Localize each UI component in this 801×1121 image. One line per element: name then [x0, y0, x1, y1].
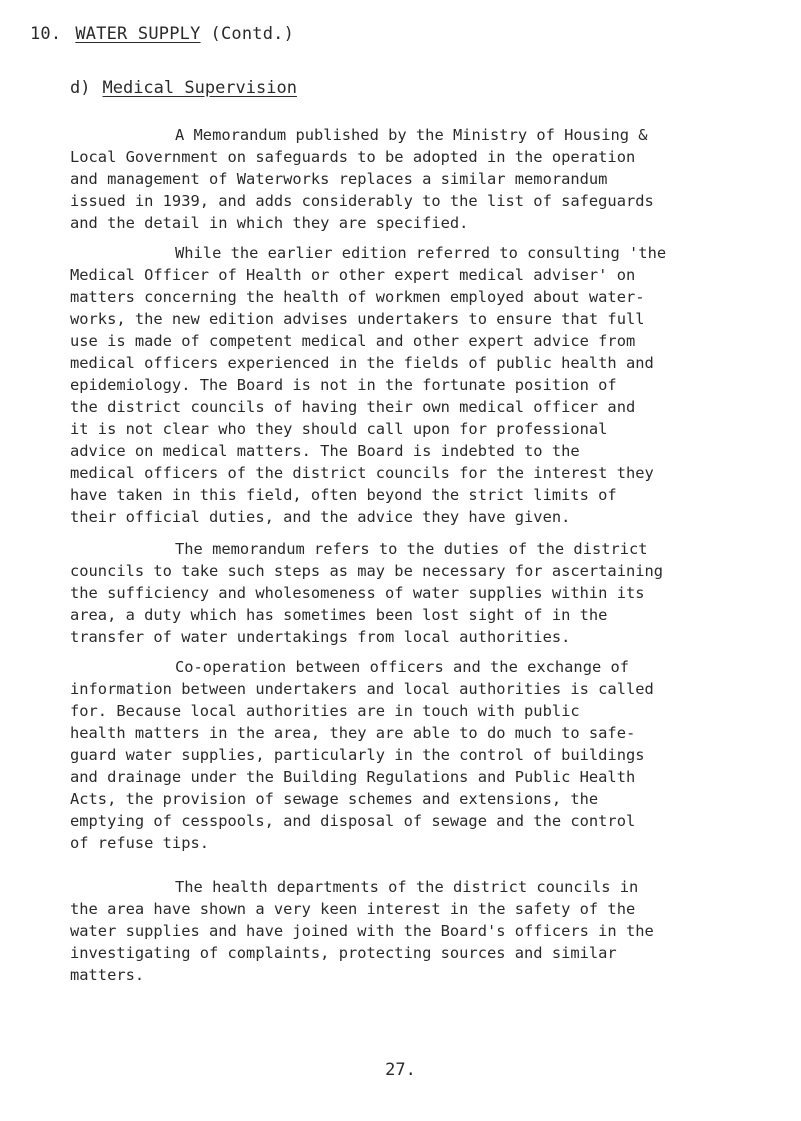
subsection-label: d): [70, 78, 91, 98]
paragraph-line: Co-operation between officers and the exchange of: [175, 658, 630, 676]
paragraph-line: emptying of cesspools, and disposal of sewage and the control: [70, 812, 636, 830]
paragraph-line: works, the new edition advises undertakers to ensure that full: [70, 310, 645, 328]
paragraph-line: guard water supplies, particularly in the control of buildings: [70, 746, 645, 764]
paragraph-line: use is made of competent medical and other expert advice from: [70, 332, 636, 350]
paragraph-2: [70, 242, 740, 528]
section-title: WATER SUPPLY: [75, 24, 201, 44]
paragraph-5: [70, 876, 740, 986]
paragraph-line: medical officers of the district councils for the interest they: [70, 464, 654, 482]
paragraph-line: transfer of water undertakings from local authorities.: [70, 628, 571, 646]
paragraph-line: The health departments of the district councils in: [175, 878, 639, 896]
paragraph-line: Local Government on safeguards to be adopted in the operation: [70, 148, 636, 166]
subsection-heading: [70, 78, 297, 98]
paragraph-line: and the detail in which they are specified.: [70, 214, 469, 232]
paragraph-line: matters concerning the health of workmen employed about water-: [70, 288, 645, 306]
page-number: 27.: [385, 1060, 416, 1080]
paragraph-line: issued in 1939, and adds considerably to the list of safeguards: [70, 192, 654, 210]
paragraph-line: and drainage under the Building Regulations and Public Health: [70, 768, 636, 786]
subsection-title: Medical Supervision: [102, 78, 297, 98]
paragraph-line: for. Because local authorities are in touch with public: [70, 702, 580, 720]
paragraph-4: [70, 656, 740, 854]
paragraph-line: A Memorandum published by the Ministry of Housing &: [175, 126, 648, 144]
paragraph-line: health matters in the area, they are able to do much to safe-: [70, 724, 636, 742]
paragraph-line: epidemiology. The Board is not in the fortunate position of: [70, 376, 617, 394]
paragraph-line: advice on medical matters. The Board is indebted to the: [70, 442, 580, 460]
paragraph-line: information between undertakers and local authorities is called: [70, 680, 654, 698]
paragraph-line: the district councils of having their own medical officer and: [70, 398, 636, 416]
paragraph-line: councils to take such steps as may be necessary for ascertaining: [70, 562, 664, 580]
paragraph-3: [70, 538, 740, 648]
section-number: 10.: [30, 24, 62, 44]
paragraph-line: Medical Officer of Health or other expert medical adviser' on: [70, 266, 636, 284]
paragraph-line: the area have shown a very keen interest in the safety of the: [70, 900, 636, 918]
paragraph-line: have taken in this field, often beyond the strict limits of: [70, 486, 617, 504]
paragraph-line: matters.: [70, 966, 145, 984]
paragraph-line: water supplies and have joined with the Board's officers in the: [70, 922, 654, 940]
paragraph-line: and management of Waterworks replaces a similar memorandum: [70, 170, 608, 188]
paragraph-line: area, a duty which has sometimes been lost sight of in the: [70, 606, 608, 624]
paragraph-line: While the earlier edition referred to consulting 'the: [175, 244, 667, 262]
paragraph-line: investigating of complaints, protecting sources and similar: [70, 944, 617, 962]
paragraph-line: Acts, the provision of sewage schemes and extensions, the: [70, 790, 599, 808]
paragraph-line: their official duties, and the advice they have given.: [70, 508, 571, 526]
section-contd: (Contd.): [210, 24, 295, 44]
section-heading: [30, 24, 294, 44]
paragraph-line: The memorandum refers to the duties of the district: [175, 540, 648, 558]
paragraph-line: it is not clear who they should call upon for professional: [70, 420, 608, 438]
paragraph-line: of refuse tips.: [70, 834, 209, 852]
paragraph-line: the sufficiency and wholesomeness of water supplies within its: [70, 584, 645, 602]
paragraph-line: medical officers experienced in the fields of public health and: [70, 354, 654, 372]
paragraph-1: [70, 124, 740, 234]
